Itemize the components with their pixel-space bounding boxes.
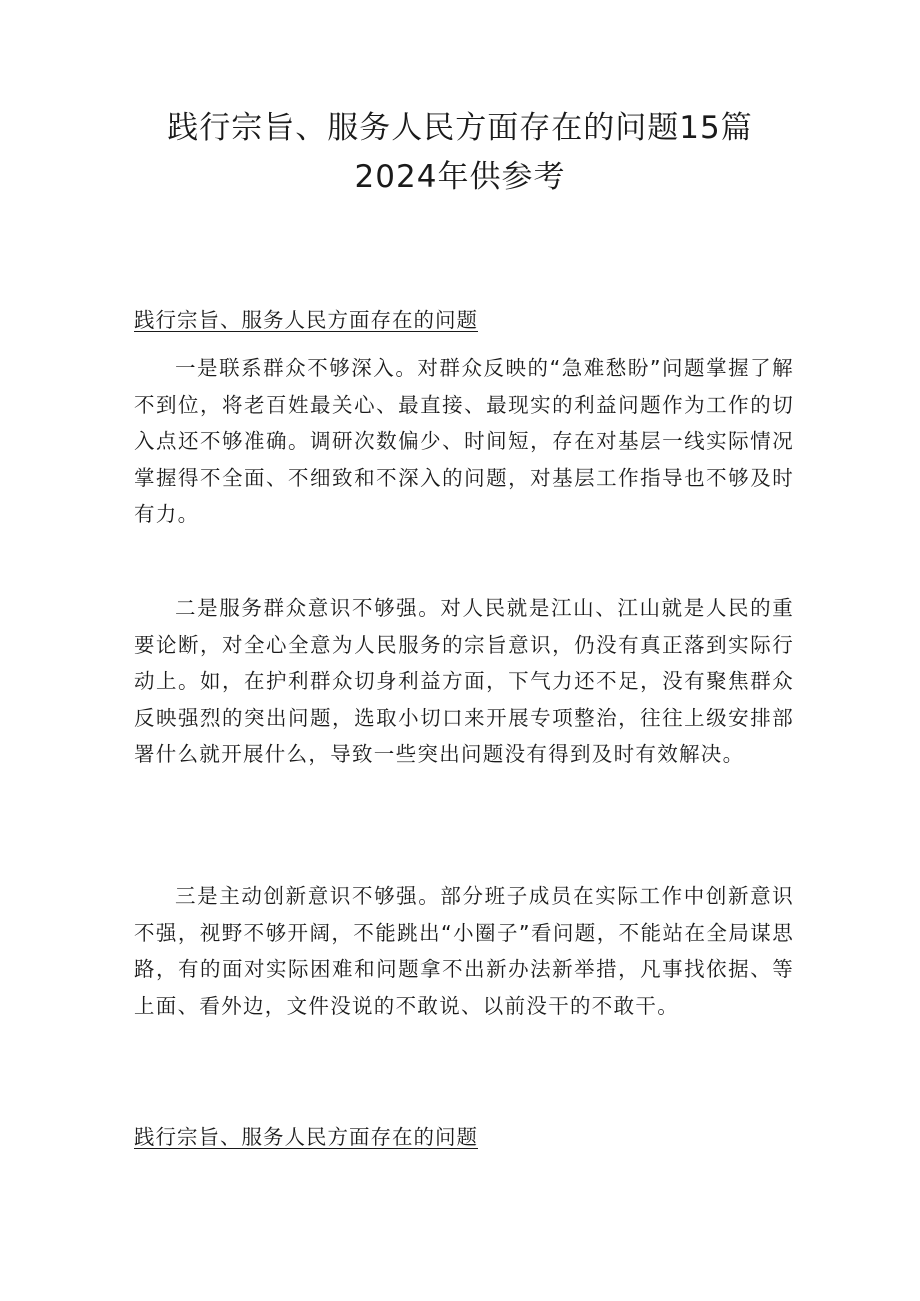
section-heading-repeat: 践行宗旨、服务人民方面存在的问题 xyxy=(134,1125,478,1149)
paragraph-1: 一是联系群众不够深入。对群众反映的“急难愁盼”问题掌握了解不到位，将老百姓最关心、最直接、最现实的利益问题作为工作的切入点还不够准确。调研次数偏少、时间短，存在对基层一线实际情况掌握得不全面、不细致和不深入的问题，对基层工作指导也不够及时有力。 xyxy=(134,356,794,526)
section-heading: 践行宗旨、服务人民方面存在的问题 xyxy=(134,308,478,332)
paragraph-3: 三是主动创新意识不够强。部分班子成员在实际工作中创新意识不强，视野不够开阔，不能跳出“小圈子”看问题，不能站在全局谋思路，有的面对实际困难和问题拿不出新办法新举措，凡事找依据、等上面、看外边，文件没说的不敢说、以前没干的不敢干。 xyxy=(134,884,794,1018)
document-title-line-2: 2024年供参考 xyxy=(354,159,566,195)
paragraph-2: 二是服务群众意识不够强。对人民就是江山、江山就是人民的重要论断，对全心全意为人民服务的宗旨意识，仍没有真正落到实际行动上。如，在护利群众切身利益方面，下气力还不足，没有聚焦群众反映强烈的突出问题，选取小切口来开展专项整治，往往上级安排部署什么就开展什么，导致一些突出问题没有得到及时有效解决。 xyxy=(134,596,794,766)
document-title-line-1: 践行宗旨、服务人民方面存在的问题15篇 xyxy=(167,110,753,146)
